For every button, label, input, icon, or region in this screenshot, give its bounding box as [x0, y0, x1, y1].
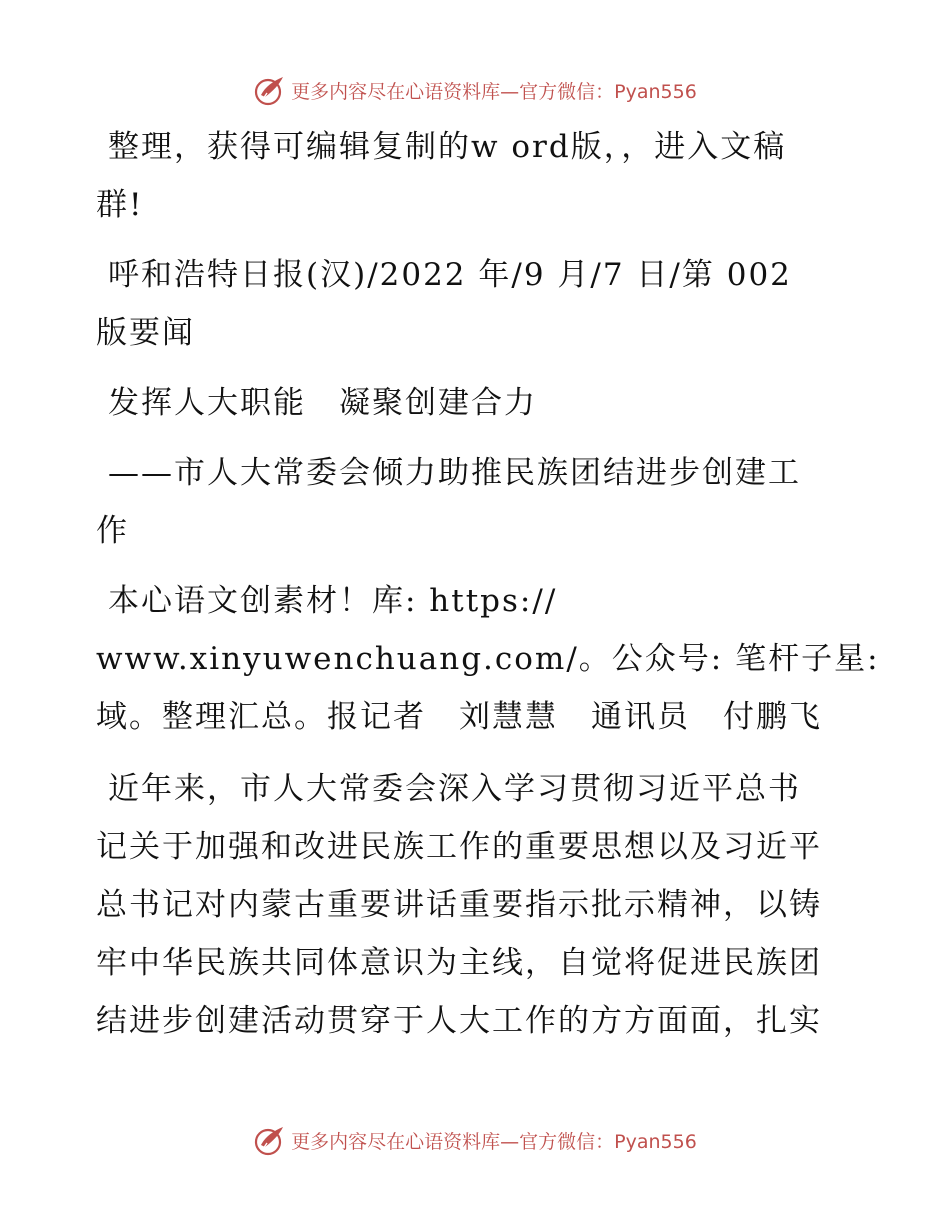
- header-banner: [0, 70, 950, 110]
- banner-dash: —: [500, 80, 520, 103]
- footer-banner: [0, 1120, 950, 1160]
- banner-dash: —: [500, 1130, 520, 1153]
- banner-wechat-text: 官方微信：Pyan556: [519, 80, 697, 103]
- document-body: [96, 118, 880, 1050]
- text-line: 总书记对内蒙古重要讲话重要指示批示精神，以铸: [96, 887, 822, 923]
- text-line: 本心语文创素材！库: https://: [108, 583, 558, 619]
- text-line: www.xinyuwenchuang.com/。公众号: 笔杆子星:: [96, 641, 880, 677]
- article-subtitle: [96, 444, 856, 560]
- text-line: 域。整理汇总。报记者 刘慧慧 通讯员 付鹏飞: [96, 699, 822, 735]
- text-line: 结进步创建活动贯穿于人大工作的方方面面，扎实: [96, 1003, 822, 1039]
- text-line: 呼和浩特日报(汉)/2022 年/9 月/7 日/第 002: [108, 257, 792, 293]
- header-banner-content: [253, 73, 697, 107]
- banner-main-text: 更多内容尽在心语资料库: [291, 80, 501, 103]
- text-line: 版要闻: [96, 315, 195, 351]
- text-line: 近年来，市人大常委会深入学习贯彻习近平总书: [108, 771, 801, 807]
- text-line: 整理，获得可编辑复制的w ord版，，进入文稿: [108, 129, 787, 165]
- quill-logo-icon: [253, 1123, 287, 1157]
- footer-banner-text: [291, 1127, 697, 1154]
- paragraph-intro: [96, 118, 856, 234]
- paragraph-source: [96, 246, 856, 362]
- footer-banner-content: [253, 1123, 697, 1157]
- article-title: [96, 374, 856, 432]
- text-line: 作: [96, 513, 129, 549]
- text-line: 记关于加强和改进民族工作的重要思想以及习近平: [96, 829, 822, 865]
- text-line: ——市人大常委会倾力助推民族团结进步创建工: [108, 455, 801, 491]
- text-line: 群!: [96, 187, 144, 223]
- header-banner-text: [291, 77, 697, 104]
- banner-main-text: 更多内容尽在心语资料库: [291, 1130, 501, 1153]
- banner-wechat-text: 官方微信：Pyan556: [519, 1130, 697, 1153]
- quill-logo-icon: [253, 73, 287, 107]
- text-line: 牢中华民族共同体意识为主线，自觉将促进民族团: [96, 945, 822, 981]
- paragraph-body: [96, 760, 856, 1050]
- text-line: 发挥人大职能 凝聚创建合力: [108, 385, 537, 421]
- paragraph-byline: [96, 572, 880, 746]
